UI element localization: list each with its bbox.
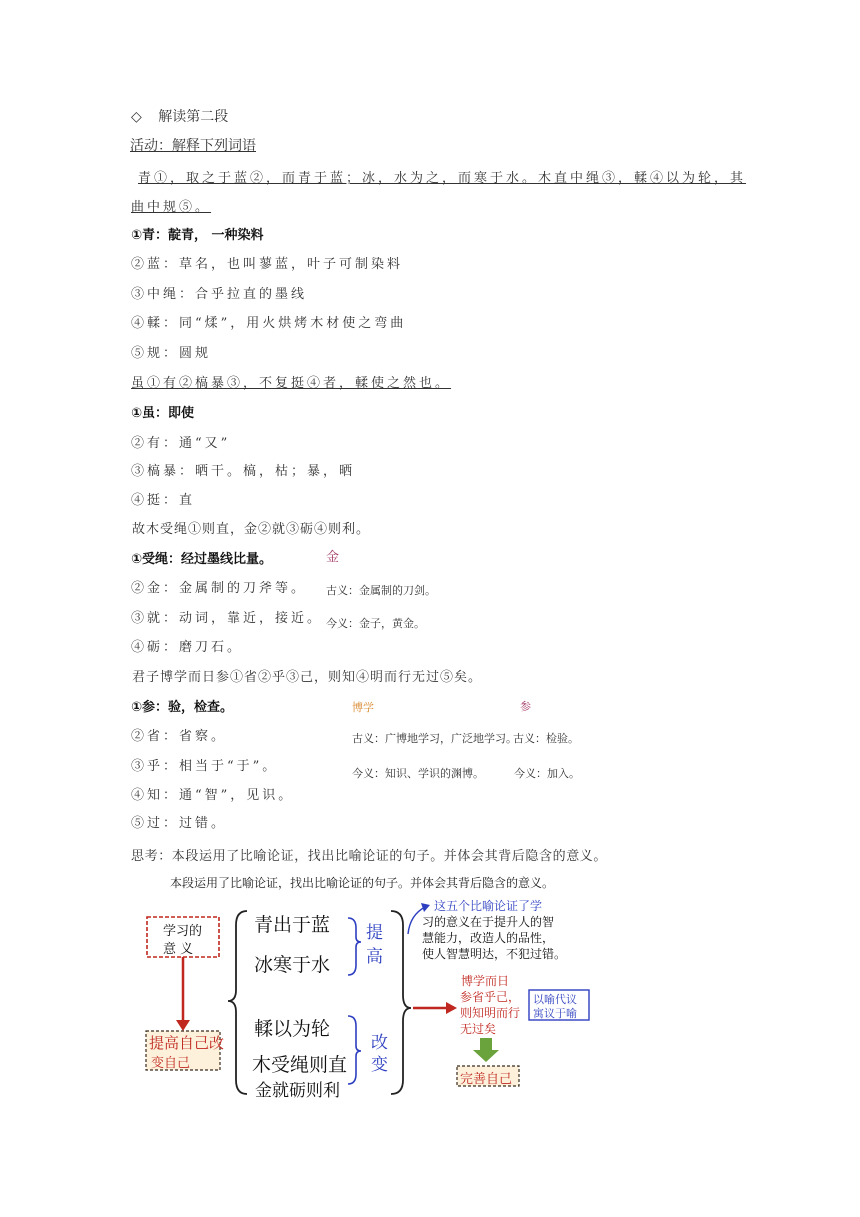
jin-note-ancient: 古义：金属制的刀剑。 — [326, 584, 436, 597]
gloss-1-item: ③中绳：合乎拉直的墨线 — [131, 287, 308, 302]
gloss-2-item: ②有：通“又” — [131, 436, 231, 451]
metaphor-item: 冰寒于水 — [254, 954, 331, 976]
diagram-title: 本段运用了比喻论证，找出比喻论证的句子。并体会其背后隐含的意义。 — [170, 876, 555, 890]
conclusion-line: 则知明而行 — [460, 1006, 521, 1020]
gloss-2-item: ①虽：即使 — [131, 406, 195, 421]
gloss-2-item: ④挺：直 — [131, 493, 196, 508]
perfect-self-box: 完善自己 — [460, 1072, 513, 1087]
passage-3: 故木受绳①则直，金②就③砺④则利。 — [132, 522, 371, 537]
jin-note-modern: 今义：金子，黄金。 — [326, 617, 425, 630]
boxue-note-ancient-1: 古义：广博地学习，广泛地学习。 — [352, 732, 517, 745]
improve-label-line-2: 高 — [366, 947, 383, 967]
metaphor-item: 金就砺则利 — [255, 1081, 340, 1101]
gloss-4-item: ⑤过：过错。 — [131, 816, 228, 831]
boxue-note-title-2: 参 — [520, 700, 531, 713]
conclusion-line: 无过矣 — [460, 1022, 497, 1036]
gloss-1-item: ④輮：同“煣”，用火烘烤木材使之弯曲 — [131, 316, 407, 331]
gloss-3-item: ①受绳：经过墨线比量。 — [131, 552, 273, 567]
gloss-4-item: ③乎：相当于“于”。 — [131, 759, 279, 774]
gloss-3-item: ④砺：磨刀石。 — [131, 640, 244, 655]
boxue-note-modern-1: 今义：知识、学识的渊博。 — [352, 767, 484, 780]
diamond-icon: ◇ — [131, 109, 142, 125]
think-prompt: 思考：本段运用了比喻论证，找出比喻论证的句子。并体会其背后隐含的意义。 — [131, 849, 608, 864]
jin-note-title: 金 — [326, 550, 340, 565]
passage-2: 虽①有②槁暴③，不复挺④者，輮使之然也。 — [131, 376, 452, 391]
conclusion-line: 博学而日 — [461, 974, 510, 988]
section-title: 解读第二段 — [158, 109, 229, 125]
metaphor-item: 木受绳则直 — [252, 1054, 348, 1076]
gloss-1-item: ①青：靛青， 一种染料 — [131, 228, 264, 243]
passage-1-line-2: 曲中规⑤。 — [131, 200, 212, 215]
meaning-note-line: 习的意义在于提升人的智 — [422, 915, 555, 929]
meaning-note-line: 使人智慧明达，不犯过错。 — [422, 947, 567, 961]
meaning-note-line: 慧能力，改造人的品性， — [422, 931, 555, 945]
gloss-4-item: ④知：通“智”，见识。 — [131, 788, 295, 803]
gloss-3-item: ③就：动词，靠近，接近。 — [131, 611, 324, 626]
meaning-box-line-2: 意 义 — [163, 942, 194, 957]
boxue-note-modern-2: 今义：加入。 — [514, 767, 580, 780]
improve-box-line-2: 变自己 — [151, 1056, 191, 1071]
passage-1-line-1: 青①，取之于蓝②，而青于蓝；冰，水为之，而寒于水。木直中绳③，輮④以为轮，其 — [138, 171, 747, 186]
improve-label-line-1: 提 — [366, 923, 383, 943]
activity-title: 活动：解释下列词语 — [130, 138, 256, 154]
gloss-1-item: ⑤规：圆规 — [131, 346, 212, 361]
meaning-box-line-1: 学习的 — [163, 924, 203, 939]
metaphor-item: 青出于蓝 — [254, 914, 331, 936]
gloss-1-item: ②蓝：草名，也叫蓼蓝，叶子可制染料 — [131, 257, 404, 272]
boxue-note-title-1: 博学 — [352, 701, 374, 714]
gloss-4-item: ①参：验，检查。 — [131, 700, 234, 715]
boxue-note-ancient-2: 古义：检验。 — [513, 732, 579, 745]
gloss-4-item: ②省：省察。 — [131, 729, 228, 744]
metaphor-tag-line-1: 以喻代议 — [533, 993, 577, 1006]
metaphor-item: 輮以为轮 — [254, 1018, 331, 1040]
gloss-2-item: ③槁暴：晒干。槁，枯；暴，晒 — [131, 464, 356, 479]
change-label-line-1: 改 — [371, 1033, 388, 1053]
meaning-note-line: 这五个比喻论证了学 — [434, 899, 543, 913]
conclusion-line: 参省乎己， — [460, 990, 521, 1004]
improve-box-line-1: 提高自己改 — [149, 1034, 225, 1052]
change-label-line-2: 变 — [371, 1055, 388, 1075]
passage-4: 君子博学而日参①省②乎③己，则知④明而行无过⑤矣。 — [132, 670, 483, 685]
gloss-3-item: ②金：金属制的刀斧等。 — [131, 581, 308, 596]
metaphor-tag-line-2: 寓议于喻 — [533, 1007, 577, 1020]
